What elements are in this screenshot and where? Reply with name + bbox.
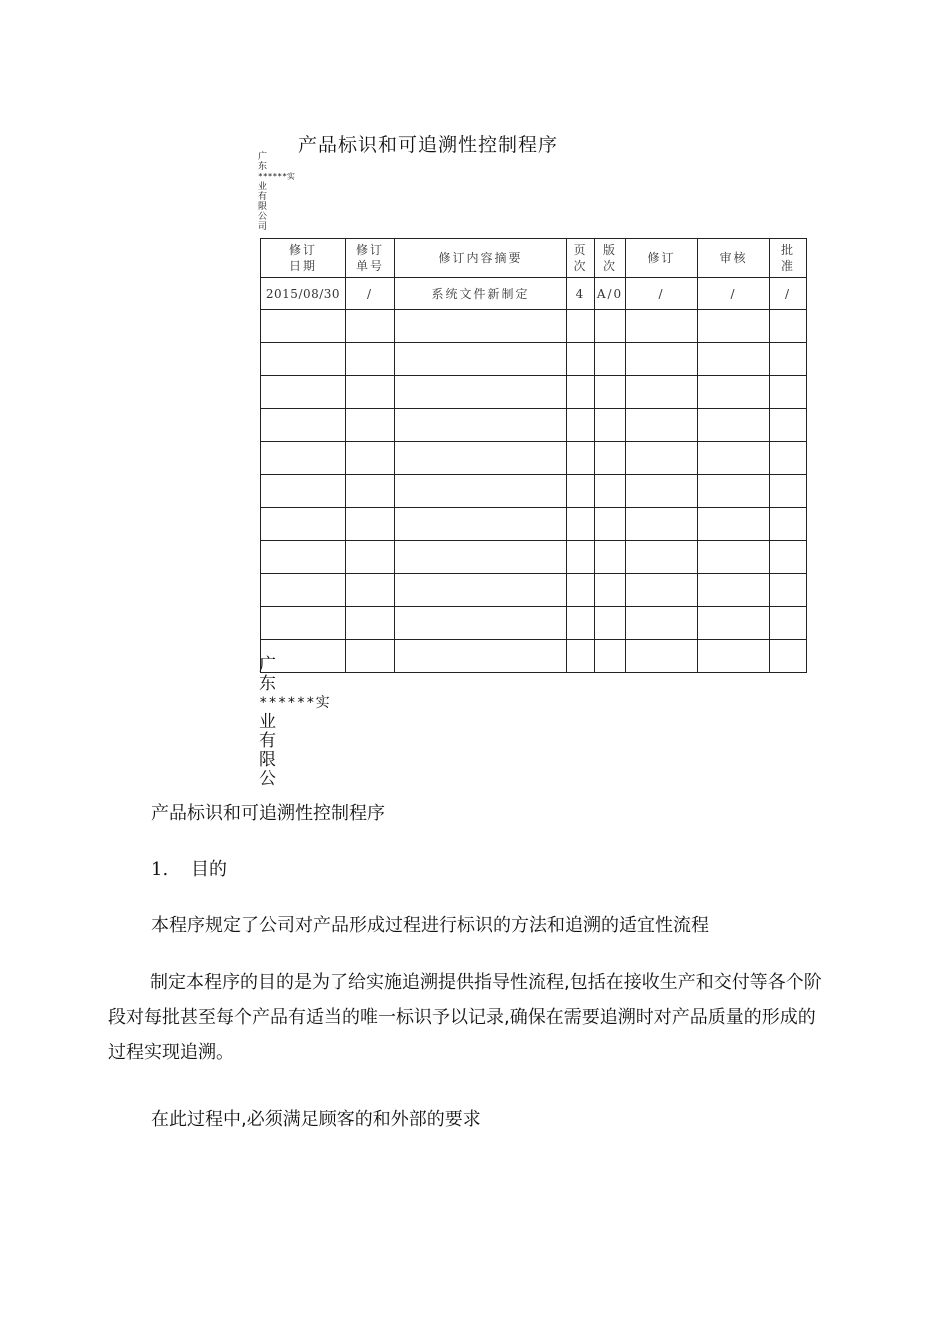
- revision-table-cell: [698, 508, 770, 541]
- revision-table-cell: [346, 442, 395, 475]
- revision-table-cell: [626, 541, 698, 574]
- revision-table-cell: [698, 343, 770, 376]
- revision-table-cell: [595, 475, 626, 508]
- revision-table-cell: [595, 409, 626, 442]
- revision-table-cell: [346, 310, 395, 343]
- revision-table-header-cell: 批 准: [770, 239, 807, 278]
- company-name-vertical-small: [258, 152, 295, 232]
- revision-table-cell: [346, 607, 395, 640]
- company-char: ******实: [258, 172, 295, 181]
- revision-table-cell: [770, 475, 807, 508]
- revision-table-cell: [395, 310, 567, 343]
- revision-table-header-cell: 修订内容摘要: [395, 239, 567, 278]
- revision-table-cell: [567, 310, 595, 343]
- revision-table-header-cell: 版 次: [595, 239, 626, 278]
- revision-table-cell: [395, 442, 567, 475]
- section-number: 1.: [151, 859, 169, 880]
- revision-table-cell: /: [626, 278, 698, 310]
- revision-table-header-cell: 审核: [698, 239, 770, 278]
- section-heading-purpose: [151, 853, 227, 887]
- revision-table-cell: [770, 640, 807, 673]
- revision-table-empty-row: [261, 310, 807, 343]
- revision-table-cell: /: [346, 278, 395, 310]
- document-header-title: 产品标识和可追溯性控制程序: [298, 134, 559, 156]
- revision-table-empty-row: [261, 475, 807, 508]
- revision-table-empty-row: [261, 640, 807, 673]
- revision-table-cell: [595, 607, 626, 640]
- company-char: 公: [258, 212, 268, 222]
- company-char: 广: [259, 655, 276, 675]
- company-char: 广: [258, 152, 268, 162]
- company-name-vertical-large: [259, 655, 331, 789]
- revision-table-cell: [698, 475, 770, 508]
- revision-table-cell: [261, 376, 346, 409]
- revision-table-cell: [595, 541, 626, 574]
- revision-table-empty-row: [261, 541, 807, 574]
- company-char: 业: [258, 182, 268, 192]
- paragraph-requirements: 在此过程中,必须满足顾客的和外部的要求: [151, 1109, 481, 1130]
- company-char: 东: [258, 162, 268, 172]
- revision-table-cell: [698, 442, 770, 475]
- revision-table-cell: [698, 541, 770, 574]
- revision-table-empty-row: [261, 376, 807, 409]
- revision-table-cell: [395, 508, 567, 541]
- company-char: 限: [258, 202, 268, 212]
- company-char: 业: [259, 712, 276, 732]
- revision-table-cell: [346, 640, 395, 673]
- revision-table-cell: A/0: [595, 278, 626, 310]
- revision-table-cell: [626, 343, 698, 376]
- revision-table-cell: [346, 475, 395, 508]
- revision-table-empty-row: [261, 508, 807, 541]
- revision-table-cell: [261, 541, 346, 574]
- revision-table-empty-row: [261, 343, 807, 376]
- revision-table-cell: [770, 376, 807, 409]
- revision-table-cell: [261, 310, 346, 343]
- revision-table-empty-row: [261, 442, 807, 475]
- revision-table-cell: /: [770, 278, 807, 310]
- revision-table-cell: [770, 343, 807, 376]
- revision-table-container: [260, 238, 807, 658]
- section-title: 产品标识和可追溯性控制程序: [151, 803, 385, 824]
- revision-table-cell: [261, 409, 346, 442]
- revision-table-cell: [626, 574, 698, 607]
- revision-table-cell: [567, 442, 595, 475]
- revision-table-cell: [567, 574, 595, 607]
- revision-table-cell: [698, 574, 770, 607]
- revision-table-row: [261, 278, 807, 310]
- company-char: 司: [258, 222, 268, 232]
- revision-table-cell: [595, 574, 626, 607]
- revision-table-cell: [626, 442, 698, 475]
- revision-table-cell: [626, 640, 698, 673]
- revision-table-cell: [698, 310, 770, 343]
- revision-table-cell: [346, 343, 395, 376]
- company-char: 公: [259, 769, 276, 789]
- revision-table-cell: [395, 409, 567, 442]
- revision-table-cell: [626, 607, 698, 640]
- revision-table-header-cell: 修订 日期: [261, 239, 346, 278]
- revision-table-cell: [698, 640, 770, 673]
- revision-table-cell: [626, 409, 698, 442]
- revision-table-cell: [770, 310, 807, 343]
- revision-table-cell: [261, 475, 346, 508]
- revision-table-cell: /: [698, 278, 770, 310]
- revision-table-cell: [346, 541, 395, 574]
- revision-table-cell: [698, 409, 770, 442]
- revision-table-cell: [595, 640, 626, 673]
- revision-table-cell: [261, 442, 346, 475]
- paragraph-scope: 本程序规定了公司对产品形成过程进行标识的方法和追溯的适宜性流程: [151, 915, 709, 936]
- revision-table-cell: [567, 409, 595, 442]
- revision-table-header-cell: 修订 单号: [346, 239, 395, 278]
- revision-table-empty-row: [261, 607, 807, 640]
- revision-table-header-cell: 页 次: [567, 239, 595, 278]
- revision-table-cell: 2015/08/30: [261, 278, 346, 310]
- revision-table-cell: [395, 640, 567, 673]
- revision-table-cell: [346, 508, 395, 541]
- revision-table-cell: [395, 343, 567, 376]
- revision-table-cell: [770, 442, 807, 475]
- revision-table-cell: [346, 574, 395, 607]
- revision-table-cell: [261, 607, 346, 640]
- revision-table-cell: [770, 508, 807, 541]
- revision-table: [260, 238, 807, 673]
- revision-table-cell: [595, 508, 626, 541]
- company-char: ******实: [259, 695, 331, 711]
- revision-table-cell: [770, 409, 807, 442]
- revision-table-cell: [261, 574, 346, 607]
- revision-table-cell: [567, 343, 595, 376]
- revision-table-cell: [567, 376, 595, 409]
- revision-table-cell: [595, 310, 626, 343]
- revision-table-cell: [626, 376, 698, 409]
- revision-table-cell: [567, 607, 595, 640]
- revision-table-header-row: [261, 239, 807, 278]
- revision-table-cell: [395, 541, 567, 574]
- revision-table-cell: [770, 574, 807, 607]
- company-char: 东: [259, 674, 276, 694]
- revision-table-cell: [395, 376, 567, 409]
- revision-table-empty-row: [261, 409, 807, 442]
- revision-table-cell: [346, 376, 395, 409]
- revision-table-cell: [626, 508, 698, 541]
- revision-table-cell: [346, 409, 395, 442]
- company-char: 有: [259, 731, 276, 751]
- revision-table-cell: [770, 607, 807, 640]
- revision-table-cell: [626, 475, 698, 508]
- revision-table-cell: [595, 343, 626, 376]
- revision-table-cell: [395, 475, 567, 508]
- section-heading-text: 目的: [191, 859, 227, 880]
- revision-table-cell: [626, 310, 698, 343]
- revision-table-cell: [261, 343, 346, 376]
- revision-table-cell: [567, 508, 595, 541]
- company-char: 有: [258, 192, 268, 202]
- revision-table-cell: [395, 574, 567, 607]
- paragraph-purpose: 制定本程序的目的是为了给实施追溯提供指导性流程,包括在接收生产和交付等各个阶段对每批甚至每个产品有适当的唯一标识予以记录,确保在需要追溯时对产品质量的形成的过程实现追溯。: [108, 972, 822, 1063]
- revision-table-cell: [698, 376, 770, 409]
- revision-table-cell: [595, 376, 626, 409]
- revision-table-cell: 4: [567, 278, 595, 310]
- company-char: 限: [259, 750, 276, 770]
- revision-table-cell: 系统文件新制定: [395, 278, 567, 310]
- revision-table-cell: [261, 508, 346, 541]
- revision-table-header-cell: 修订: [626, 239, 698, 278]
- revision-table-cell: [567, 541, 595, 574]
- revision-table-empty-row: [261, 574, 807, 607]
- revision-table-cell: [770, 541, 807, 574]
- revision-table-cell: [567, 640, 595, 673]
- revision-table-cell: [698, 607, 770, 640]
- revision-table-cell: [395, 607, 567, 640]
- revision-table-cell: [595, 442, 626, 475]
- revision-table-cell: [567, 475, 595, 508]
